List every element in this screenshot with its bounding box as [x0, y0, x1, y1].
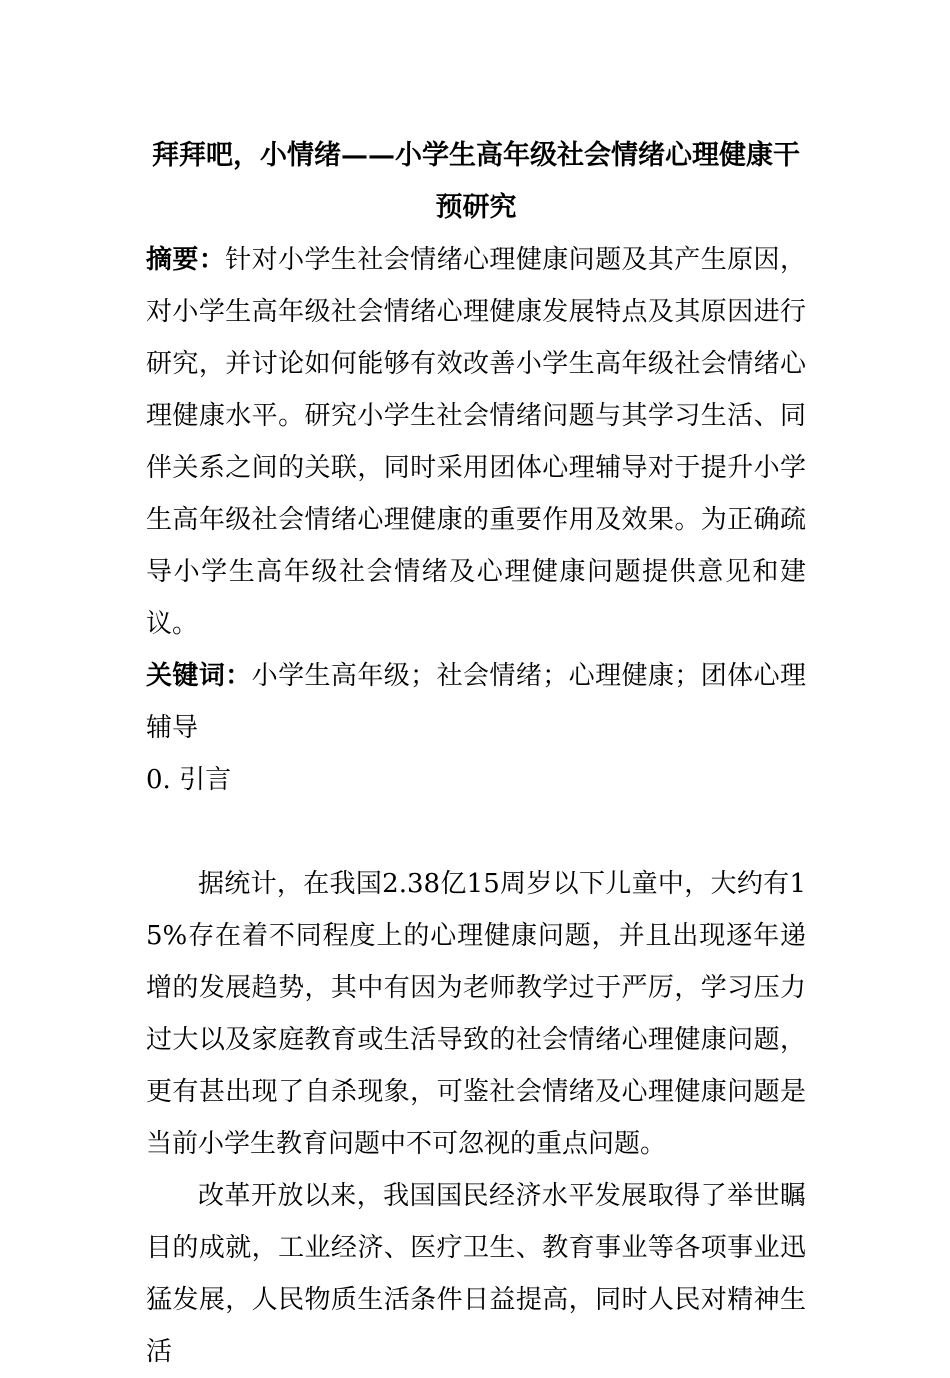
- abstract-paragraph: [146, 234, 806, 650]
- keywords-paragraph: [146, 650, 806, 754]
- body-paragraph-1: 据统计，在我国2.38亿15周岁以下儿童中，大约有15%存在着不同程度上的心理健康问题，并且出现逐年递增的发展趋势，其中有因为老师教学过于严厉，学习压力过大以及家庭教育或生活导致的社会情绪心理健康问题，更有甚出现了自杀现象，可鉴社会情绪及心理健康问题是当前小学生教育问题中不可忽视的重点问题。: [146, 869, 806, 1159]
- keywords-text: 小学生高年级；社会情绪；心理健康；团体心理辅导: [146, 661, 806, 743]
- section-heading: 0. 引言: [146, 765, 232, 795]
- keywords-label: 关键词：: [146, 661, 252, 691]
- document-title: 拜拜吧，小情绪——小学生高年级社会情绪心理健康干预研究: [152, 140, 800, 223]
- blank-line: [146, 806, 806, 858]
- document-page: [146, 130, 806, 1378]
- abstract-text: 针对小学生社会情绪心理健康问题及其产生原因，对小学生高年级社会情绪心理健康发展特点及其原因进行研究，并讨论如何能够有效改善小学生高年级社会情绪心理健康水平。研究小学生社会情绪问题与其学习生活、同伴关系之间的关联，同时采用团体心理辅导对于提升小学生高年级社会情绪心理健康的重要作用及效果。为正确疏导小学生高年级社会情绪及心理健康问题提供意见和建议。: [146, 245, 806, 639]
- body-paragraph-2: 改革开放以来，我国国民经济水平发展取得了举世瞩目的成就，工业经济、医疗卫生、教育事业等各项事业迅猛发展，人民物质生活条件日益提高，同时人民对精神生活: [146, 1181, 806, 1367]
- abstract-label: 摘要：: [146, 245, 226, 275]
